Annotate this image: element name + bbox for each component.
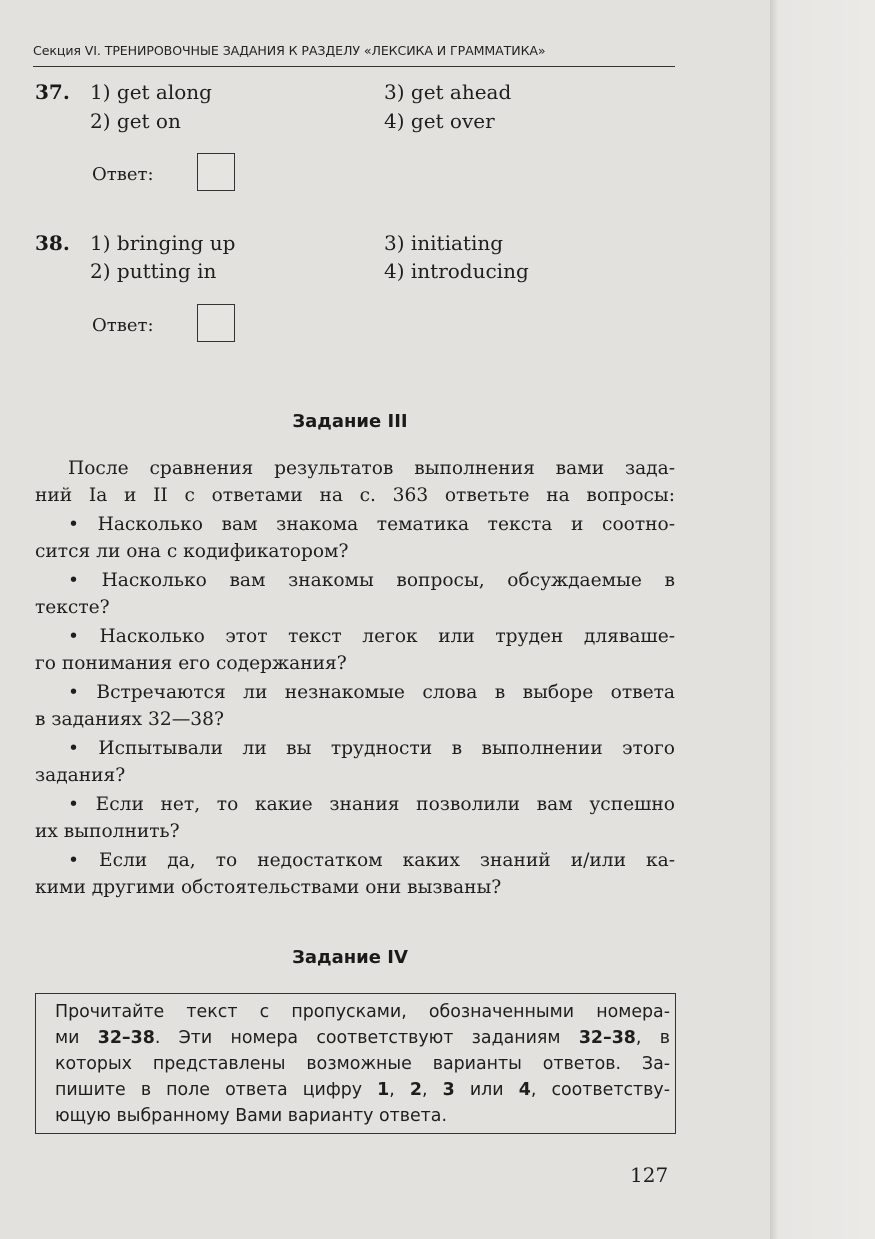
instruction-line: [55, 1025, 670, 1051]
question-number: 38.: [35, 231, 70, 255]
option: 2) putting in: [90, 259, 217, 283]
text: ,: [389, 1080, 410, 1100]
option: 4) get over: [384, 109, 495, 133]
bold-digit: 3: [442, 1080, 455, 1100]
text: пишите в поле ответа цифру: [55, 1080, 378, 1100]
answer-box[interactable]: [197, 153, 235, 191]
text: которых представлены возможные варианты ответов. За-: [55, 1054, 670, 1074]
page-number: 127: [630, 1163, 669, 1187]
paragraph-line: После сравнения результатов выполнения вами зада-: [68, 458, 675, 479]
page-edge: [770, 0, 875, 1239]
text: , соответству-: [530, 1080, 671, 1100]
task-heading: Задание IV: [292, 947, 408, 968]
bold-digit: 1: [377, 1080, 390, 1100]
answer-label: Ответ:: [92, 164, 154, 185]
task-heading: Задание III: [292, 411, 408, 432]
bullet-line: • Встречаются ли незнакомые слова в выборе ответа: [68, 682, 675, 703]
bold-digit: 2: [409, 1080, 423, 1100]
bold-range: 32–38: [578, 1028, 636, 1048]
running-header: Секция VI. ТРЕНИРОВОЧНЫЕ ЗАДАНИЯ К РАЗДЕЛУ «ЛЕКСИКА И ГРАММАТИКА»: [33, 43, 546, 58]
instruction-line: [55, 1051, 670, 1077]
option: 2) get on: [90, 109, 181, 133]
paragraph-line: тексте?: [35, 597, 110, 618]
question-number: 37.: [35, 80, 70, 104]
answer-box[interactable]: [197, 304, 235, 342]
paragraph-line: задания?: [35, 765, 126, 786]
header-rule: [33, 66, 675, 67]
instruction-line: [55, 999, 670, 1025]
bullet-line: • Испытывали ли вы трудности в выполнении этого: [68, 738, 675, 759]
text: , в: [635, 1028, 670, 1048]
text: ми: [55, 1028, 98, 1048]
option: 1) bringing up: [90, 231, 236, 255]
paragraph-line: сится ли она с кодификатором?: [35, 541, 349, 562]
bold-range: 32–38: [97, 1028, 155, 1048]
text: Прочитайте текст с пропусками, обозначенными номера-: [55, 1002, 670, 1022]
paragraph-line: ний Ia и II с ответами на с. 363 ответьте на вопросы:: [35, 485, 675, 506]
answer-label: Ответ:: [92, 315, 154, 336]
text: . Эти номера соответствуют заданиям: [154, 1028, 579, 1048]
text: или: [454, 1080, 519, 1100]
option: 3) initiating: [384, 231, 504, 255]
instruction-line: [55, 1103, 670, 1129]
text: ющую выбранному Вами варианту ответа.: [55, 1106, 447, 1126]
paragraph-line: го понимания его содержания?: [35, 653, 347, 674]
paragraph-line: в заданиях 32—38?: [35, 709, 224, 730]
paragraph-line: кими другими обстоятельствами они вызваны?: [35, 877, 502, 898]
paragraph-line: их выполнить?: [35, 821, 180, 842]
instruction-line: [55, 1077, 670, 1103]
text: ,: [422, 1080, 443, 1100]
option: 4) introducing: [384, 259, 529, 283]
option: 3) get ahead: [384, 80, 512, 104]
bullet-line: • Если нет, то какие знания позволили вам успешно: [68, 794, 675, 815]
bullet-line: • Если да, то недостатком каких знаний и/или ка-: [68, 850, 675, 871]
bold-digit: 4: [518, 1080, 531, 1100]
option: 1) get along: [90, 80, 212, 104]
bullet-line: • Насколько этот текст легок или труден дляваше-: [68, 626, 675, 647]
bullet-line: • Насколько вам знакома тематика текста и соотно-: [68, 514, 675, 535]
bullet-line: • Насколько вам знакомы вопросы, обсуждаемые в: [68, 570, 675, 591]
